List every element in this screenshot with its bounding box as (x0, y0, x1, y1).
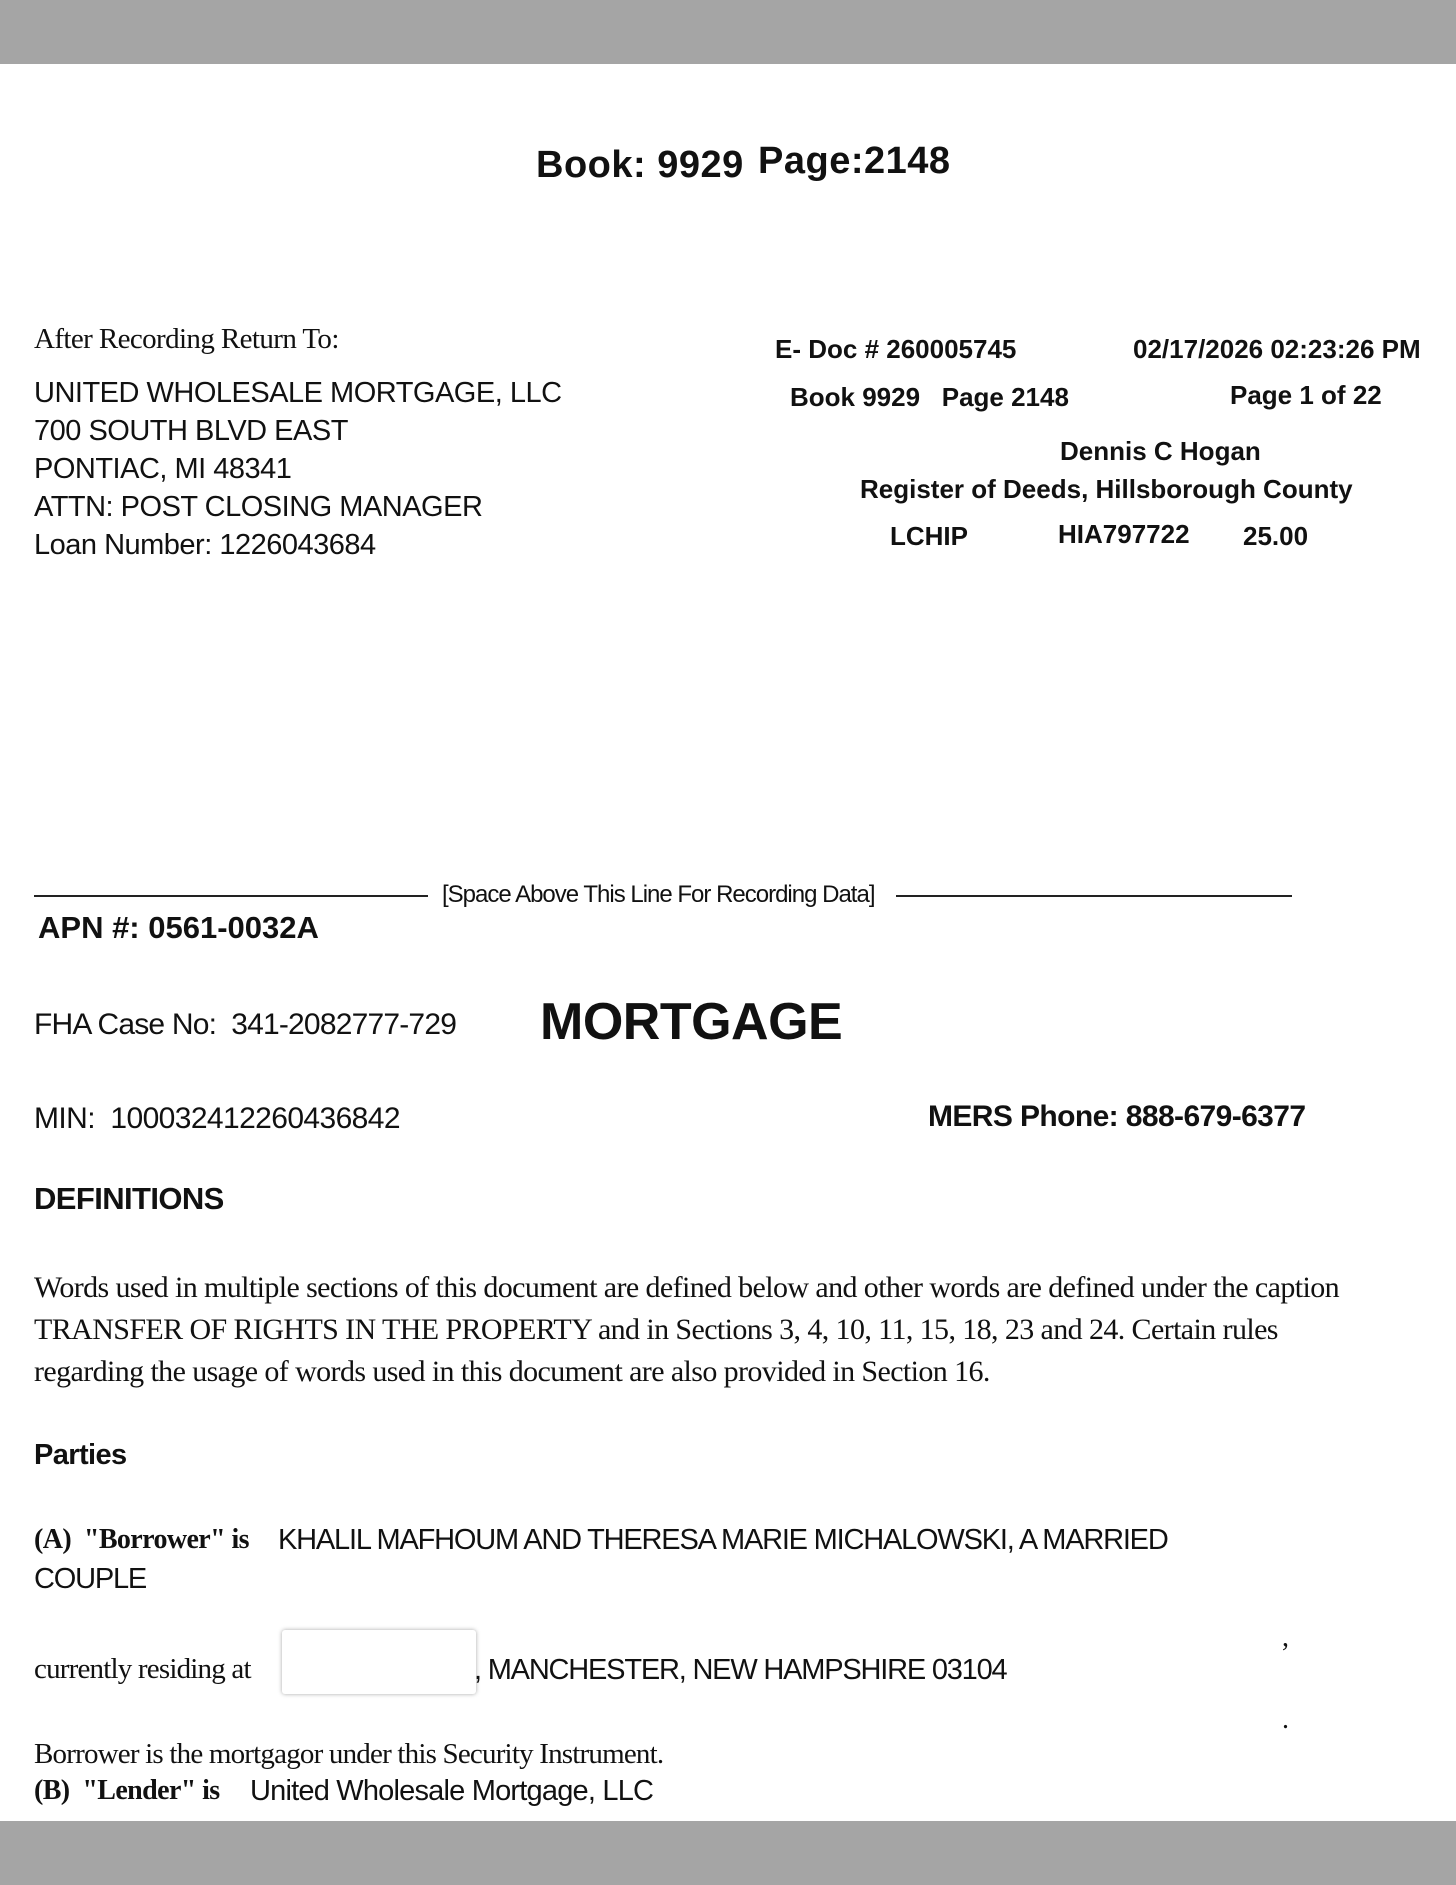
recording-divider-left (34, 895, 428, 897)
register-name: Dennis C Hogan (1060, 436, 1261, 466)
borrower-name-continued: COUPLE (34, 1563, 147, 1595)
address-line: ATTN: POST CLOSING MANAGER (34, 491, 483, 523)
recording-book-page: Book 9929 Page 2148 (790, 382, 1069, 412)
address-line: UNITED WHOLESALE MORTGAGE, LLC (34, 377, 562, 409)
page-number: Page:2148 (758, 140, 951, 182)
apn-number: APN #: 0561-0032A (38, 910, 319, 945)
lender-name: United Wholesale Mortgage, LLC (250, 1775, 654, 1807)
mortgagor-statement: Borrower is the mortgagor under this Security Instrument. (34, 1738, 664, 1770)
edoc-number: E- Doc # 260005745 (775, 334, 1017, 364)
return-to-label: After Recording Return To: (34, 323, 339, 355)
loan-number: Loan Number: 1226043684 (34, 529, 376, 561)
register-title: Register of Deeds, Hillsborough County (860, 474, 1353, 504)
min-number: MIN: 100032412260436842 (34, 1102, 400, 1135)
paragraph-line: TRANSFER OF RIGHTS IN THE PROPERTY and in Sections 3, 4, 10, 11, 15, 18, 23 and 24. Certain rules (34, 1313, 1278, 1346)
space-above-note: [Space Above This Line For Recording Data] (442, 881, 875, 908)
address-line: PONTIAC, MI 48341 (34, 453, 292, 485)
borrower-label: (A) "Borrower" is (34, 1524, 249, 1555)
margin-comma: , (1282, 1622, 1289, 1653)
fee-amount: 25.00 (1243, 521, 1309, 551)
fee-id: HIA797722 (1058, 519, 1190, 549)
lender-label: (B) "Lender" is (34, 1775, 220, 1806)
fha-case-number: FHA Case No: 341-2082777-729 (34, 1008, 457, 1041)
borrower-name: KHALIL MAFHOUM AND THERESA MARIE MICHALOWSKI, A MARRIED (278, 1524, 1168, 1556)
residing-label: currently residing at (34, 1653, 251, 1685)
definitions-heading: DEFINITIONS (34, 1181, 224, 1216)
recording-datetime: 02/17/2026 02:23:26 PM (1133, 334, 1421, 364)
redacted-address-box (282, 1630, 476, 1694)
parties-heading: Parties (34, 1439, 127, 1471)
book-number: Book: 9929 (536, 144, 744, 186)
address-line: 700 SOUTH BLVD EAST (34, 415, 348, 447)
return-to-address (34, 374, 562, 564)
definitions-paragraph (34, 1267, 1339, 1393)
margin-period: . (1282, 1704, 1289, 1735)
residing-city: , MANCHESTER, NEW HAMPSHIRE 03104 (474, 1654, 1007, 1686)
recording-divider-right (896, 895, 1292, 897)
fee-code: LCHIP (890, 521, 968, 551)
recording-page-of: Page 1 of 22 (1230, 380, 1382, 410)
mers-phone: MERS Phone: 888-679-6377 (928, 1100, 1306, 1133)
document-page (0, 64, 1456, 1821)
paragraph-line: Words used in multiple sections of this document are defined below and other words are defined under the caption (34, 1271, 1339, 1304)
document-title: MORTGAGE (540, 993, 843, 1051)
paragraph-line: regarding the usage of words used in this document are also provided in Section 16. (34, 1355, 990, 1388)
